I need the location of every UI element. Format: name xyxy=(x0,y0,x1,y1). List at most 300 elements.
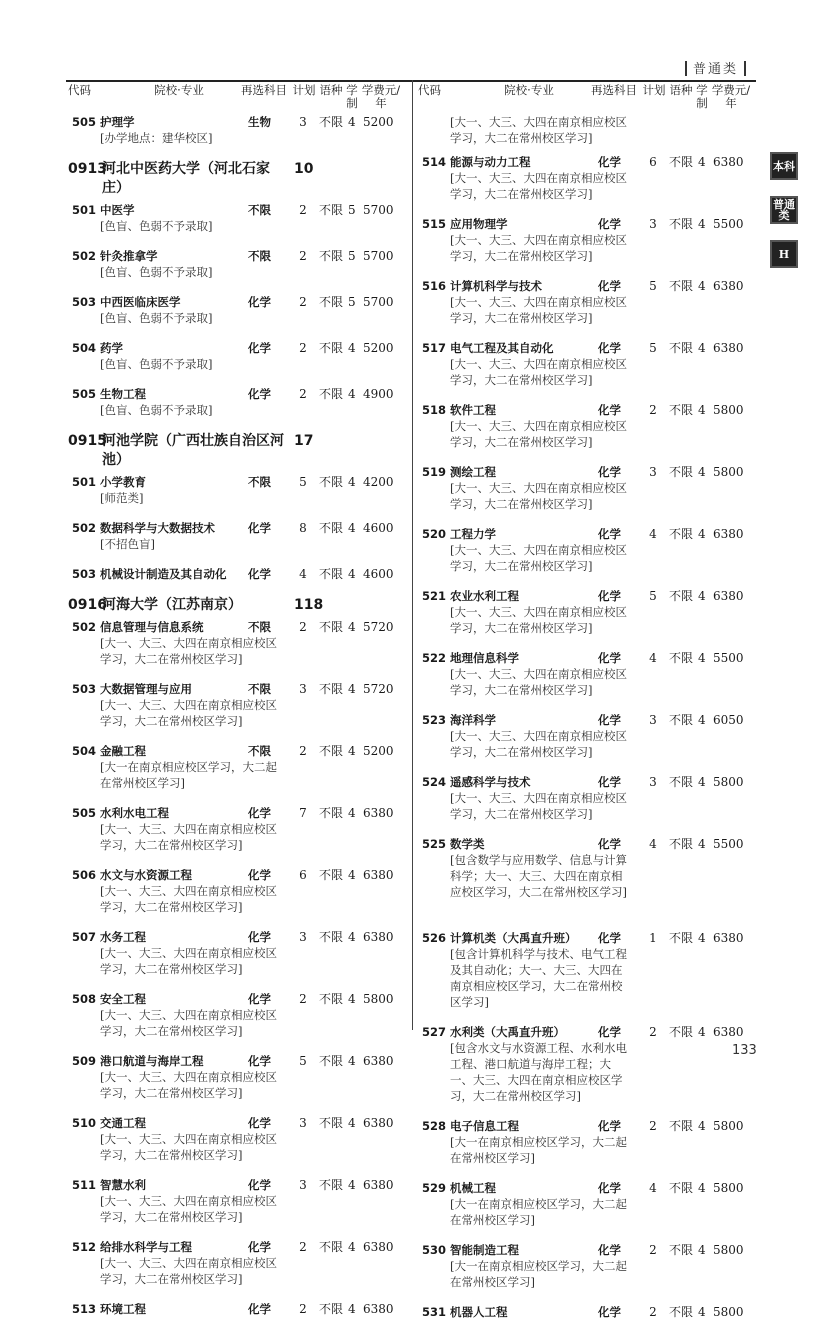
major-subject: 化学 xyxy=(598,1243,621,1257)
major-code: 511 xyxy=(72,1178,97,1192)
major-subject: 化学 xyxy=(598,403,621,417)
major-code: 505 xyxy=(72,387,97,401)
header-lang: 语种 xyxy=(669,83,693,97)
major-note: [大一、大三、大四在南京相应校区学习，大二在常州校区学习] xyxy=(100,1132,277,1162)
university-plan: 10 xyxy=(294,161,314,177)
major-name: 针灸推拿学 xyxy=(100,249,158,263)
major-subject: 化学 xyxy=(248,1116,271,1130)
major-fee: 6380 xyxy=(363,806,394,820)
major-note: [大一、大三、大四在南京相应校区学习，大二在常州校区学习] xyxy=(450,419,627,449)
major-row xyxy=(418,278,754,340)
major-lang: 不限 xyxy=(669,931,694,945)
header-name: 院校·专业 xyxy=(504,83,554,97)
major-subject: 化学 xyxy=(248,1240,271,1254)
major-fee: 6380 xyxy=(713,931,744,945)
major-fee: 6380 xyxy=(363,1240,394,1254)
major-name: 机械工程 xyxy=(450,1181,496,1195)
major-row xyxy=(418,340,754,402)
major-row xyxy=(418,712,754,774)
major-note: [大一、大三、大四在南京相应校区学习，大二在常州校区学习] xyxy=(100,1256,277,1286)
major-fee: 5800 xyxy=(713,1181,744,1195)
major-subject: 化学 xyxy=(248,1302,271,1316)
major-row xyxy=(418,836,754,930)
major-years: 4 xyxy=(348,1178,356,1192)
major-plan: 2 xyxy=(299,992,307,1006)
major-subject: 化学 xyxy=(248,992,271,1006)
major-name: 电气工程及其自动化 xyxy=(450,341,554,355)
major-subject: 不限 xyxy=(248,475,271,489)
major-note: [包含计算机科学与技术、电气工程及其自动化；大一、大三、大四在南京相应校区学习，大二在常州校区学习] xyxy=(450,947,627,1009)
major-fee: 6380 xyxy=(363,1178,394,1192)
major-row xyxy=(418,774,754,836)
major-row xyxy=(418,1024,754,1118)
major-row xyxy=(68,991,404,1053)
header-fee: 学费元/年 xyxy=(711,83,751,110)
major-code: 527 xyxy=(422,1025,447,1039)
major-name: 水利水电工程 xyxy=(100,806,169,820)
major-row xyxy=(68,114,404,160)
major-years: 5 xyxy=(348,203,356,217)
university-name: 河海大学（江苏南京） xyxy=(102,597,242,613)
major-note: [大一在南京相应校区学习，大二起在常州校区学习] xyxy=(450,1197,627,1227)
major-lang: 不限 xyxy=(319,930,344,944)
major-row xyxy=(68,248,404,294)
major-note: [大一、大三、大四在南京相应校区学习，大二在常州校区学习] xyxy=(450,171,627,201)
left-column xyxy=(68,82,404,1331)
major-years: 4 xyxy=(698,713,706,727)
major-lang: 不限 xyxy=(319,620,344,634)
major-code: 520 xyxy=(422,527,447,541)
category-tag: 普通类 xyxy=(679,58,752,77)
continued-note-row xyxy=(418,114,754,154)
page-number: 133 xyxy=(732,1043,757,1058)
major-plan: 2 xyxy=(649,1305,657,1319)
university-code: 0913 xyxy=(68,161,107,177)
major-subject: 化学 xyxy=(248,1178,271,1192)
major-note: [大一、大三、大四在南京相应校区学习，大二在常州校区学习] xyxy=(450,543,627,573)
major-lang: 不限 xyxy=(319,475,344,489)
major-note: [不招色盲] xyxy=(100,537,155,551)
side-tab-level[interactable]: 本科 xyxy=(770,152,798,180)
column-divider xyxy=(412,80,413,1030)
major-row xyxy=(68,681,404,743)
major-name: 环境工程 xyxy=(100,1302,146,1316)
university-plan: 118 xyxy=(294,597,324,613)
major-subject: 化学 xyxy=(248,521,271,535)
major-row xyxy=(418,930,754,1024)
major-years: 4 xyxy=(348,620,356,634)
side-tab-letter[interactable]: H xyxy=(770,240,798,268)
header-fee: 学费元/年 xyxy=(361,83,401,110)
major-code: 510 xyxy=(72,1116,97,1130)
major-plan: 2 xyxy=(299,744,307,758)
major-plan: 3 xyxy=(649,217,657,231)
major-years: 4 xyxy=(698,1181,706,1195)
major-subject: 不限 xyxy=(248,744,271,758)
major-plan: 3 xyxy=(649,775,657,789)
university-row xyxy=(68,432,404,474)
major-subject: 化学 xyxy=(598,837,621,851)
major-name: 给排水科学与工程 xyxy=(100,1240,192,1254)
major-note: [大一在南京相应校区学习，大二起在常州校区学习] xyxy=(450,1259,627,1289)
major-subject: 化学 xyxy=(598,1025,621,1039)
major-code: 514 xyxy=(422,155,447,169)
major-name: 信息管理与信息系统 xyxy=(100,620,204,634)
major-subject: 不限 xyxy=(248,620,271,634)
major-fee: 6380 xyxy=(713,1025,744,1039)
major-note: [大一、大三、大四在南京相应校区学习，大二在常州校区学习] xyxy=(100,1194,277,1224)
major-code: 504 xyxy=(72,341,97,355)
major-subject: 化学 xyxy=(248,387,271,401)
major-years: 4 xyxy=(698,1243,706,1257)
major-years: 4 xyxy=(348,475,356,489)
major-row xyxy=(418,1304,754,1334)
major-note: [色盲、色弱不予录取] xyxy=(100,403,213,417)
major-row xyxy=(418,588,754,650)
major-lang: 不限 xyxy=(319,992,344,1006)
major-name: 软件工程 xyxy=(450,403,496,417)
major-years: 4 xyxy=(698,341,706,355)
major-name: 水文与水资源工程 xyxy=(100,868,192,882)
major-code: 528 xyxy=(422,1119,447,1133)
major-lang: 不限 xyxy=(319,249,344,263)
major-row xyxy=(68,386,404,432)
major-subject: 化学 xyxy=(248,295,271,309)
major-code: 503 xyxy=(72,295,97,309)
header-years: 学制 xyxy=(346,83,358,110)
major-lang: 不限 xyxy=(319,341,344,355)
major-code: 517 xyxy=(422,341,447,355)
major-fee: 5800 xyxy=(713,775,744,789)
major-lang: 不限 xyxy=(669,341,694,355)
major-plan: 2 xyxy=(299,1302,307,1316)
major-plan: 5 xyxy=(299,1054,307,1068)
major-subject: 不限 xyxy=(248,203,271,217)
major-note: [大一、大三、大四在南京相应校区学习，大二在常州校区学习] xyxy=(450,233,627,263)
major-lang: 不限 xyxy=(669,217,694,231)
major-years: 4 xyxy=(698,589,706,603)
major-note: [大一在南京相应校区学习，大二起在常州校区学习] xyxy=(450,1135,627,1165)
major-plan: 2 xyxy=(649,403,657,417)
major-code: 519 xyxy=(422,465,447,479)
major-subject: 化学 xyxy=(598,1119,621,1133)
major-fee: 5200 xyxy=(363,115,394,129)
major-fee: 5200 xyxy=(363,341,394,355)
major-fee: 5200 xyxy=(363,744,394,758)
major-fee: 4600 xyxy=(363,567,394,581)
major-code: 530 xyxy=(422,1243,447,1257)
major-name: 海洋科学 xyxy=(450,713,496,727)
major-name: 大数据管理与应用 xyxy=(100,682,192,696)
major-code: 501 xyxy=(72,203,97,217)
major-lang: 不限 xyxy=(319,1054,344,1068)
major-fee: 5800 xyxy=(363,992,394,1006)
major-subject: 化学 xyxy=(598,1305,621,1319)
major-plan: 3 xyxy=(299,1178,307,1192)
major-code: 522 xyxy=(422,651,447,665)
major-row xyxy=(418,216,754,278)
major-fee: 6380 xyxy=(363,930,394,944)
major-note: [色盲、色弱不予录取] xyxy=(100,357,213,371)
major-note: [大一、大三、大四在南京相应校区学习，大二在常州校区学习] xyxy=(450,729,627,759)
major-name: 护理学 xyxy=(100,115,135,129)
major-code: 513 xyxy=(72,1302,97,1316)
major-years: 4 xyxy=(698,775,706,789)
major-plan: 1 xyxy=(649,931,657,945)
major-fee: 5720 xyxy=(363,682,394,696)
major-name: 智能制造工程 xyxy=(450,1243,519,1257)
major-years: 4 xyxy=(698,837,706,851)
major-fee: 6380 xyxy=(713,589,744,603)
major-code: 529 xyxy=(422,1181,447,1195)
header-code: 代码 xyxy=(418,83,441,97)
major-name: 能源与动力工程 xyxy=(450,155,531,169)
university-name: 河池学院（广西壮族自治区河池） xyxy=(102,433,284,468)
major-code: 508 xyxy=(72,992,97,1006)
university-row xyxy=(68,160,404,202)
major-row xyxy=(418,1180,754,1242)
major-years: 4 xyxy=(348,521,356,535)
major-name: 测绘工程 xyxy=(450,465,496,479)
major-subject: 化学 xyxy=(248,868,271,882)
header-subject: 再选科目 xyxy=(591,83,637,97)
major-lang: 不限 xyxy=(669,713,694,727)
major-fee: 5700 xyxy=(363,249,394,263)
major-plan: 3 xyxy=(649,713,657,727)
major-subject: 化学 xyxy=(598,713,621,727)
major-name: 数学类 xyxy=(450,837,485,851)
major-note: [大一、大三、大四在南京相应校区学习，大二在常州校区学习] xyxy=(100,1070,277,1100)
side-tab-category[interactable]: 普通类 xyxy=(770,196,798,224)
major-code: 512 xyxy=(72,1240,97,1254)
major-note: [大一、大三、大四在南京相应校区学习，大二在常州校区学习] xyxy=(450,115,627,145)
major-years: 4 xyxy=(698,403,706,417)
major-name: 地理信息科学 xyxy=(450,651,519,665)
major-name: 药学 xyxy=(100,341,123,355)
major-years: 4 xyxy=(348,682,356,696)
major-subject: 化学 xyxy=(598,651,621,665)
header-subject: 再选科目 xyxy=(241,83,287,97)
major-code: 521 xyxy=(422,589,447,603)
major-name: 计算机科学与技术 xyxy=(450,279,542,293)
major-row xyxy=(68,202,404,248)
major-subject: 化学 xyxy=(598,465,621,479)
major-subject: 化学 xyxy=(248,806,271,820)
major-name: 中西医临床医学 xyxy=(100,295,181,309)
major-code: 504 xyxy=(72,744,97,758)
major-code: 509 xyxy=(72,1054,97,1068)
major-years: 4 xyxy=(698,465,706,479)
major-name: 智慧水利 xyxy=(100,1178,146,1192)
major-lang: 不限 xyxy=(669,1119,694,1133)
major-years: 4 xyxy=(348,868,356,882)
major-row xyxy=(68,340,404,386)
major-row xyxy=(418,464,754,526)
major-lang: 不限 xyxy=(669,1305,694,1319)
major-row xyxy=(68,929,404,991)
major-fee: 5700 xyxy=(363,203,394,217)
major-plan: 2 xyxy=(299,203,307,217)
major-lang: 不限 xyxy=(319,1240,344,1254)
university-row xyxy=(68,596,404,619)
major-note: [大一、大三、大四在南京相应校区学习，大二在常州校区学习] xyxy=(450,357,627,387)
right-column-header xyxy=(418,82,754,114)
major-plan: 4 xyxy=(649,651,657,665)
major-years: 4 xyxy=(348,387,356,401)
major-lang: 不限 xyxy=(319,521,344,535)
major-fee: 6380 xyxy=(713,527,744,541)
major-years: 4 xyxy=(698,1025,706,1039)
major-subject: 生物 xyxy=(248,115,271,129)
major-note: [色盲、色弱不予录取] xyxy=(100,311,213,325)
major-lang: 不限 xyxy=(319,295,344,309)
major-subject: 化学 xyxy=(598,775,621,789)
major-row xyxy=(68,294,404,340)
major-name: 水务工程 xyxy=(100,930,146,944)
major-plan: 6 xyxy=(649,155,657,169)
major-plan: 2 xyxy=(649,1119,657,1133)
major-code: 518 xyxy=(422,403,447,417)
major-name: 机器人工程 xyxy=(450,1305,508,1319)
major-note: [大一、大三、大四在南京相应校区学习，大二在常州校区学习] xyxy=(450,605,627,635)
major-code: 505 xyxy=(72,806,97,820)
major-subject: 不限 xyxy=(248,682,271,696)
major-name: 中医学 xyxy=(100,203,135,217)
major-years: 4 xyxy=(348,992,356,1006)
major-lang: 不限 xyxy=(319,806,344,820)
major-lang: 不限 xyxy=(319,1178,344,1192)
major-subject: 化学 xyxy=(598,1181,621,1195)
major-row xyxy=(68,1115,404,1177)
major-name: 小学教育 xyxy=(100,475,146,489)
major-lang: 不限 xyxy=(319,567,344,581)
major-lang: 不限 xyxy=(319,868,344,882)
major-name: 水利类（大禹直升班） xyxy=(450,1025,565,1039)
major-fee: 6380 xyxy=(363,868,394,882)
major-subject: 化学 xyxy=(248,930,271,944)
major-years: 4 xyxy=(348,1302,356,1316)
major-plan: 4 xyxy=(299,567,307,581)
major-note: [大一、大三、大四在南京相应校区学习，大二在常州校区学习] xyxy=(100,822,277,852)
major-years: 5 xyxy=(348,295,356,309)
major-fee: 4600 xyxy=(363,521,394,535)
major-row xyxy=(418,1118,754,1180)
major-plan: 3 xyxy=(299,1116,307,1130)
major-years: 4 xyxy=(698,1119,706,1133)
header-plan: 计划 xyxy=(642,83,666,97)
major-name: 遥感科学与技术 xyxy=(450,775,531,789)
major-code: 501 xyxy=(72,475,97,489)
major-plan: 5 xyxy=(299,475,307,489)
major-years: 4 xyxy=(698,931,706,945)
major-plan: 2 xyxy=(649,1243,657,1257)
major-row xyxy=(68,743,404,805)
university-name: 河北中医药大学（河北石家庄） xyxy=(102,161,270,196)
major-lang: 不限 xyxy=(669,527,694,541)
major-name: 工程力学 xyxy=(450,527,496,541)
major-note: [大一、大三、大四在南京相应校区学习，大二在常州校区学习] xyxy=(100,884,277,914)
major-subject: 化学 xyxy=(598,279,621,293)
major-code: 523 xyxy=(422,713,447,727)
major-subject: 化学 xyxy=(598,155,621,169)
major-note: [大一在南京相应校区学习，大二起在常州校区学习] xyxy=(100,760,277,790)
major-subject: 化学 xyxy=(248,1054,271,1068)
major-lang: 不限 xyxy=(669,589,694,603)
major-years: 4 xyxy=(348,1240,356,1254)
major-lang: 不限 xyxy=(319,1302,344,1316)
major-plan: 6 xyxy=(299,868,307,882)
major-lang: 不限 xyxy=(319,682,344,696)
major-code: 506 xyxy=(72,868,97,882)
major-name: 生物工程 xyxy=(100,387,146,401)
major-subject: 不限 xyxy=(248,249,271,263)
major-code: 515 xyxy=(422,217,447,231)
major-lang: 不限 xyxy=(319,115,344,129)
major-row xyxy=(68,1239,404,1301)
major-years: 5 xyxy=(348,249,356,263)
major-lang: 不限 xyxy=(319,744,344,758)
major-lang: 不限 xyxy=(669,1181,694,1195)
major-row xyxy=(68,1053,404,1115)
major-note: [大一、大三、大四在南京相应校区学习，大二在常州校区学习] xyxy=(100,636,277,666)
major-plan: 2 xyxy=(299,295,307,309)
major-name: 机械设计制造及其自动化 xyxy=(100,567,227,581)
major-subject: 化学 xyxy=(598,931,621,945)
major-fee: 5720 xyxy=(363,620,394,634)
major-fee: 6380 xyxy=(713,155,744,169)
major-code: 525 xyxy=(422,837,447,851)
right-column-body xyxy=(418,114,754,1334)
major-fee: 5500 xyxy=(713,217,744,231)
header-plan: 计划 xyxy=(292,83,316,97)
major-plan: 5 xyxy=(649,589,657,603)
major-fee: 4900 xyxy=(363,387,394,401)
major-years: 4 xyxy=(348,806,356,820)
header-name: 院校·专业 xyxy=(154,83,204,97)
major-code: 502 xyxy=(72,249,97,263)
major-note: [大一、大三、大四在南京相应校区学习，大二在常州校区学习] xyxy=(100,698,277,728)
major-fee: 5500 xyxy=(713,837,744,851)
major-years: 4 xyxy=(348,1054,356,1068)
major-plan: 4 xyxy=(649,1181,657,1195)
major-plan: 3 xyxy=(299,682,307,696)
header-years: 学制 xyxy=(696,83,708,110)
major-lang: 不限 xyxy=(669,837,694,851)
major-subject: 化学 xyxy=(248,567,271,581)
major-code: 502 xyxy=(72,620,97,634)
major-row xyxy=(68,474,404,520)
major-note: [大一、大三、大四在南京相应校区学习，大二在常州校区学习] xyxy=(450,667,627,697)
university-plan: 17 xyxy=(294,433,314,449)
major-lang: 不限 xyxy=(669,155,694,169)
header-lang: 语种 xyxy=(319,83,343,97)
major-code: 531 xyxy=(422,1305,447,1319)
major-code: 503 xyxy=(72,682,97,696)
major-fee: 5800 xyxy=(713,1119,744,1133)
major-row xyxy=(68,867,404,929)
major-row xyxy=(68,619,404,681)
major-plan: 7 xyxy=(299,806,307,820)
major-row xyxy=(418,1242,754,1304)
major-fee: 4200 xyxy=(363,475,394,489)
major-subject: 化学 xyxy=(598,589,621,603)
major-code: 503 xyxy=(72,567,97,581)
university-code: 0916 xyxy=(68,597,107,613)
major-plan: 2 xyxy=(649,1025,657,1039)
major-years: 4 xyxy=(698,155,706,169)
major-code: 502 xyxy=(72,521,97,535)
major-code: 516 xyxy=(422,279,447,293)
